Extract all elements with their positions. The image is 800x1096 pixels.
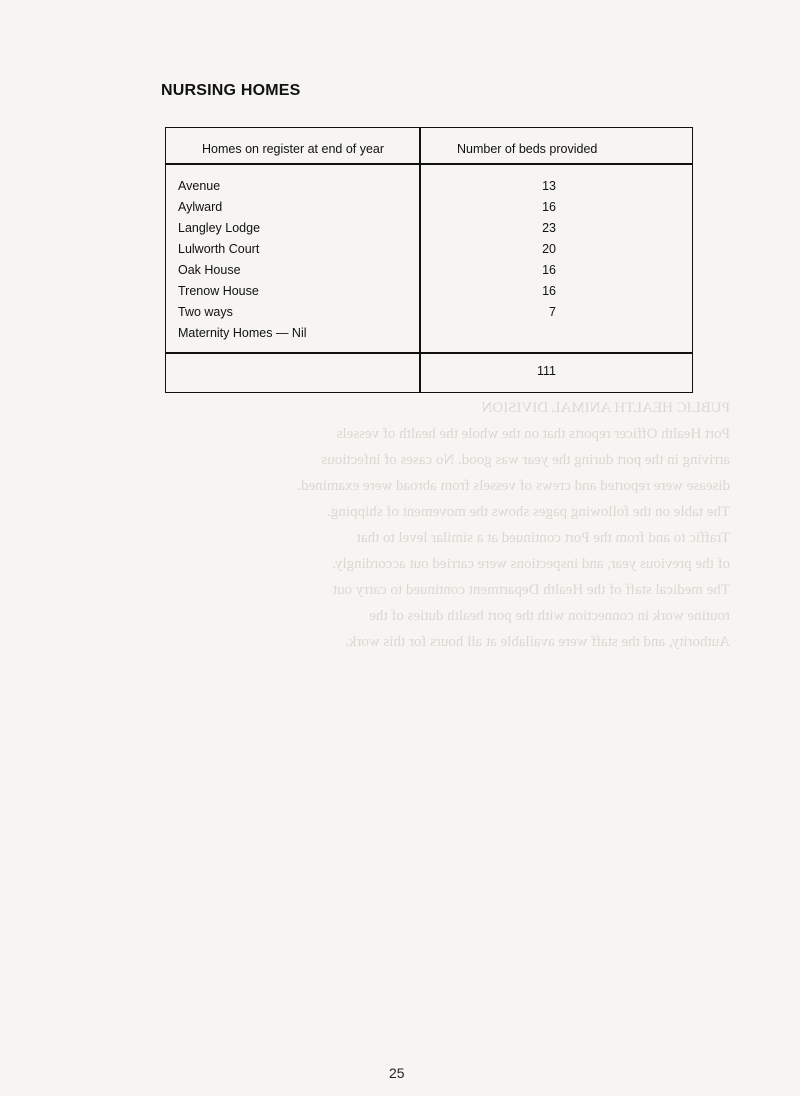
table-row-name: Trenow House (178, 284, 259, 298)
table-row-name: Lulworth Court (178, 242, 260, 256)
table-row-name: Avenue (178, 179, 221, 193)
total-divider (166, 352, 692, 354)
total-beds: 111 (536, 364, 556, 378)
table-row-beds: 16 (542, 263, 556, 277)
column-header-homes: Homes on register at end of year (202, 142, 385, 156)
table-row-beds: 7 (549, 305, 556, 319)
header-divider (166, 163, 692, 165)
column-header-beds: Number of beds provided (457, 142, 598, 156)
page-title: NURSING HOMES (161, 82, 301, 99)
table-row-beds: 16 (542, 284, 556, 298)
table-row-name: Two ways (178, 305, 233, 319)
table-row-name: Maternity Homes — Nil (178, 326, 307, 340)
page-number: 25 (389, 1065, 405, 1081)
table-row-name: Langley Lodge (178, 221, 261, 235)
table-row-beds: 13 (542, 179, 556, 193)
table-row-name: Oak House (178, 263, 241, 277)
nursing-homes-table (165, 127, 693, 393)
bed-count-list (526, 176, 556, 344)
table-row-beds: 20 (542, 242, 556, 256)
table-row-name: Aylward (178, 200, 223, 214)
table-row-beds: 23 (542, 221, 556, 235)
table-row-beds (526, 323, 556, 344)
home-name-list (178, 176, 307, 344)
table-row-beds: 16 (542, 200, 556, 214)
show-through-text: PUBLIC HEALTH ANIMAL DIVISION Port Health Officer reports that on the whole the health of vessels arriving in the port during the year was good. No cases of infectious disease were reported and crews of vessels from abroad were examined. The table on the following pages shows the movement of shipping. Traffic to and from the Port continued at a similar level to that of the previous year, and inspections were carried out accordingly. The medical staff of the Health Department continued to carry out routine work in connection with the port health duties of the Authority, and the staff were available at all hours for this work. (297, 400, 730, 650)
